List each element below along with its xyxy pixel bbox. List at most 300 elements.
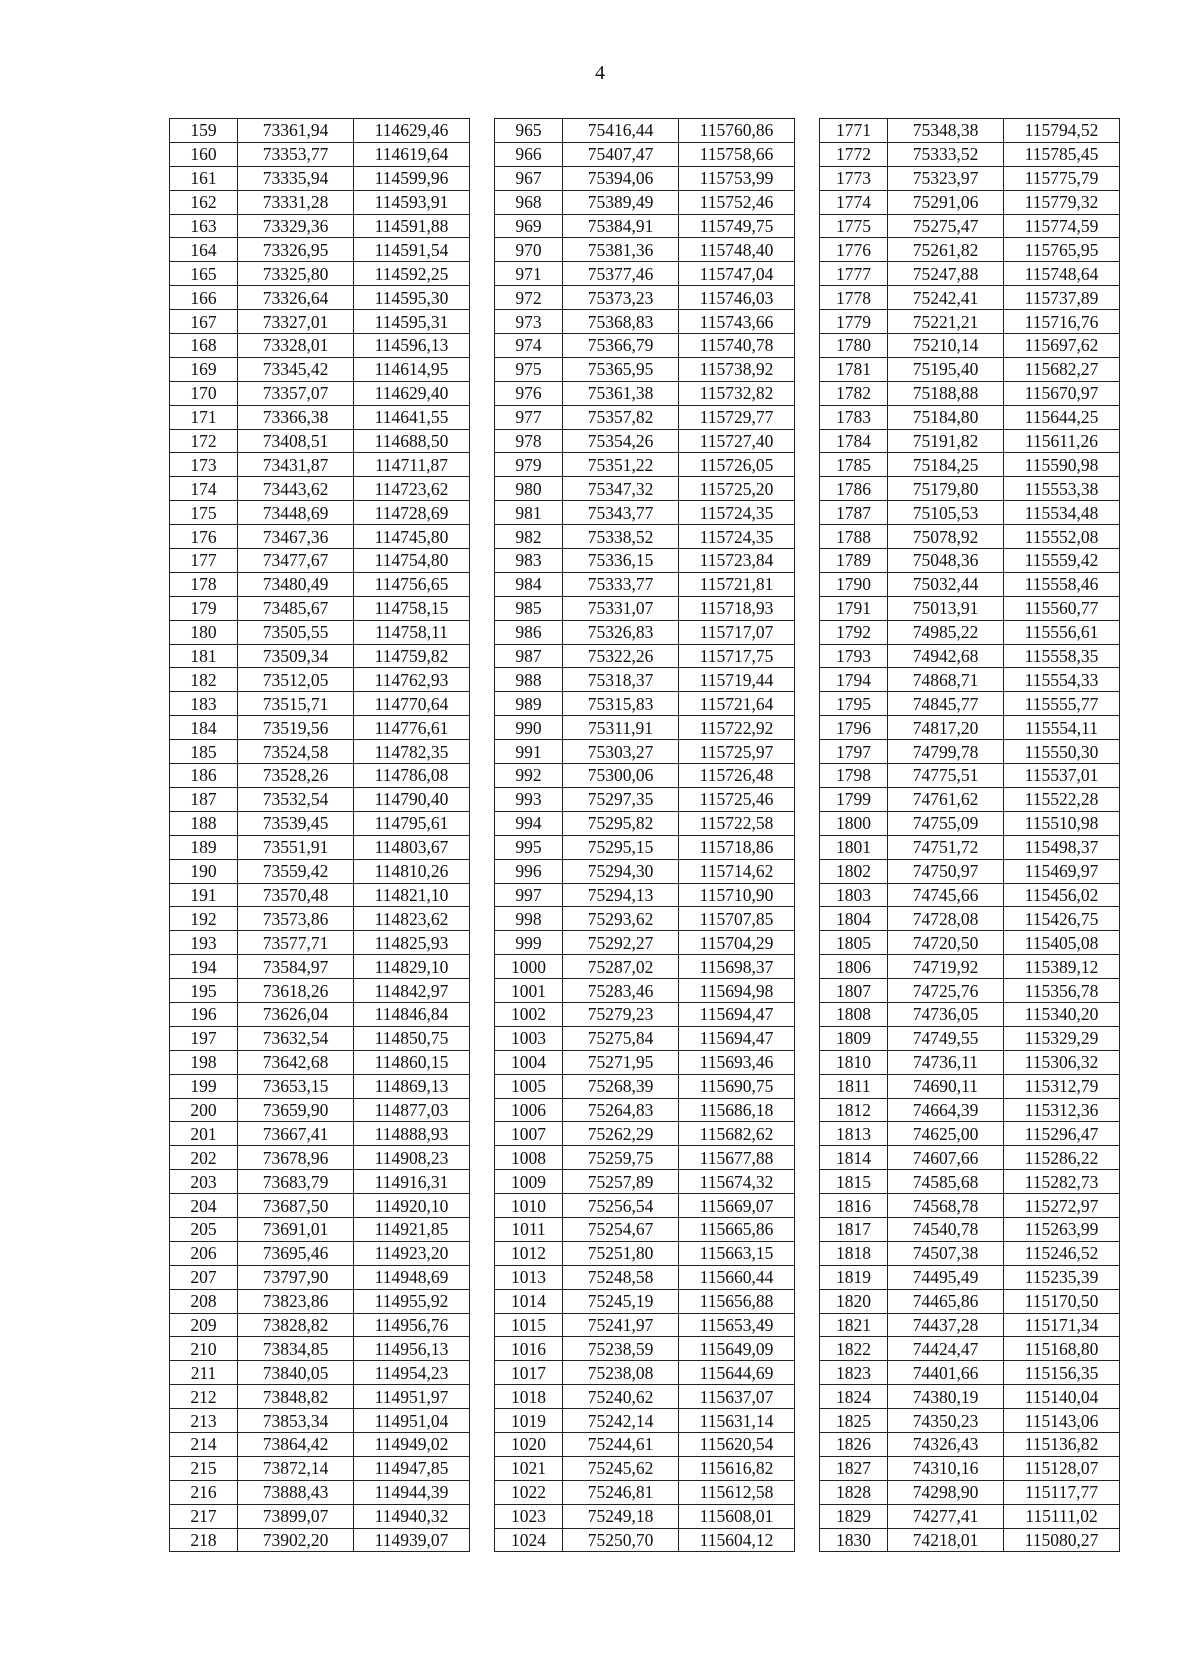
point-number-cell: 191 [170, 883, 238, 907]
column-group-separator [795, 334, 820, 358]
point-number-cell: 202 [170, 1146, 238, 1170]
y-coordinate-cell: 114790,40 [354, 787, 470, 811]
y-coordinate-cell: 114944,39 [354, 1480, 470, 1504]
point-number-cell: 1783 [820, 405, 888, 429]
table-row [170, 572, 1120, 596]
point-number-cell: 198 [170, 1050, 238, 1074]
x-coordinate-cell: 75323,97 [888, 166, 1004, 190]
x-coordinate-cell: 74719,92 [888, 955, 1004, 979]
point-number-cell: 969 [495, 214, 563, 238]
y-coordinate-cell: 114786,08 [354, 764, 470, 788]
x-coordinate-cell: 73327,01 [238, 310, 354, 334]
x-coordinate-cell: 75283,46 [563, 979, 679, 1003]
point-number-cell: 1830 [820, 1528, 888, 1552]
y-coordinate-cell: 115725,20 [679, 477, 795, 501]
column-group-separator [470, 835, 495, 859]
point-number-cell: 218 [170, 1528, 238, 1552]
y-coordinate-cell: 115558,46 [1004, 572, 1120, 596]
y-coordinate-cell: 115498,37 [1004, 835, 1120, 859]
point-number-cell: 196 [170, 1002, 238, 1026]
column-group-separator [795, 1456, 820, 1480]
column-group-separator [470, 334, 495, 358]
point-number-cell: 210 [170, 1337, 238, 1361]
point-number-cell: 164 [170, 238, 238, 262]
y-coordinate-cell: 114745,80 [354, 525, 470, 549]
point-number-cell: 200 [170, 1098, 238, 1122]
x-coordinate-cell: 75311,91 [563, 716, 679, 740]
column-group-separator [795, 740, 820, 764]
point-number-cell: 998 [495, 907, 563, 931]
x-coordinate-cell: 73353,77 [238, 142, 354, 166]
point-number-cell: 974 [495, 334, 563, 358]
table-row [170, 1337, 1120, 1361]
point-number-cell: 1819 [820, 1265, 888, 1289]
point-number-cell: 211 [170, 1361, 238, 1385]
point-number-cell: 172 [170, 429, 238, 453]
table-row [170, 334, 1120, 358]
x-coordinate-cell: 75250,70 [563, 1528, 679, 1552]
point-number-cell: 1800 [820, 811, 888, 835]
table-row [170, 1098, 1120, 1122]
y-coordinate-cell: 115722,92 [679, 716, 795, 740]
column-group-separator [795, 1122, 820, 1146]
point-number-cell: 1827 [820, 1456, 888, 1480]
table-row [170, 501, 1120, 525]
y-coordinate-cell: 114921,85 [354, 1217, 470, 1241]
x-coordinate-cell: 73335,94 [238, 166, 354, 190]
x-coordinate-cell: 75354,26 [563, 429, 679, 453]
column-group-separator [795, 477, 820, 501]
point-number-cell: 1777 [820, 262, 888, 286]
x-coordinate-cell: 75287,02 [563, 955, 679, 979]
point-number-cell: 1811 [820, 1074, 888, 1098]
point-number-cell: 1824 [820, 1385, 888, 1409]
x-coordinate-cell: 74845,77 [888, 692, 1004, 716]
point-number-cell: 1823 [820, 1361, 888, 1385]
y-coordinate-cell: 114803,67 [354, 835, 470, 859]
x-coordinate-cell: 74775,51 [888, 764, 1004, 788]
x-coordinate-cell: 73853,34 [238, 1409, 354, 1433]
point-number-cell: 161 [170, 166, 238, 190]
point-number-cell: 1805 [820, 931, 888, 955]
x-coordinate-cell: 74725,76 [888, 979, 1004, 1003]
point-number-cell: 1775 [820, 214, 888, 238]
point-number-cell: 189 [170, 835, 238, 859]
x-coordinate-cell: 74540,78 [888, 1217, 1004, 1241]
y-coordinate-cell: 114916,31 [354, 1170, 470, 1194]
column-group-separator [470, 525, 495, 549]
x-coordinate-cell: 74218,01 [888, 1528, 1004, 1552]
y-coordinate-cell: 115753,99 [679, 166, 795, 190]
column-group-separator [470, 238, 495, 262]
x-coordinate-cell: 73823,86 [238, 1289, 354, 1313]
point-number-cell: 1789 [820, 549, 888, 573]
y-coordinate-cell: 114591,88 [354, 214, 470, 238]
x-coordinate-cell: 74401,66 [888, 1361, 1004, 1385]
y-coordinate-cell: 114758,11 [354, 620, 470, 644]
point-number-cell: 1826 [820, 1432, 888, 1456]
y-coordinate-cell: 115140,04 [1004, 1385, 1120, 1409]
y-coordinate-cell: 115560,77 [1004, 596, 1120, 620]
point-number-cell: 979 [495, 453, 563, 477]
point-number-cell: 186 [170, 764, 238, 788]
y-coordinate-cell: 114888,93 [354, 1122, 470, 1146]
column-group-separator [470, 1456, 495, 1480]
point-number-cell: 997 [495, 883, 563, 907]
x-coordinate-cell: 75241,97 [563, 1313, 679, 1337]
y-coordinate-cell: 115550,30 [1004, 740, 1120, 764]
y-coordinate-cell: 115405,08 [1004, 931, 1120, 955]
x-coordinate-cell: 75240,62 [563, 1385, 679, 1409]
y-coordinate-cell: 115682,62 [679, 1122, 795, 1146]
x-coordinate-cell: 73834,85 [238, 1337, 354, 1361]
point-number-cell: 1788 [820, 525, 888, 549]
y-coordinate-cell: 115694,47 [679, 1026, 795, 1050]
y-coordinate-cell: 115660,44 [679, 1265, 795, 1289]
y-coordinate-cell: 115722,58 [679, 811, 795, 835]
x-coordinate-cell: 74298,90 [888, 1480, 1004, 1504]
column-group-separator [795, 190, 820, 214]
table-row [170, 238, 1120, 262]
point-number-cell: 1794 [820, 668, 888, 692]
table-row [170, 1313, 1120, 1337]
column-group-separator [795, 1528, 820, 1552]
column-group-separator [795, 1241, 820, 1265]
y-coordinate-cell: 115171,34 [1004, 1313, 1120, 1337]
column-group-separator [795, 453, 820, 477]
y-coordinate-cell: 115758,66 [679, 142, 795, 166]
column-group-separator [795, 238, 820, 262]
point-number-cell: 1803 [820, 883, 888, 907]
y-coordinate-cell: 115168,80 [1004, 1337, 1120, 1361]
x-coordinate-cell: 74868,71 [888, 668, 1004, 692]
point-number-cell: 1007 [495, 1122, 563, 1146]
x-coordinate-cell: 74749,55 [888, 1026, 1004, 1050]
x-coordinate-cell: 75338,52 [563, 525, 679, 549]
column-group-separator [470, 1026, 495, 1050]
x-coordinate-cell: 73584,97 [238, 955, 354, 979]
table-row [170, 357, 1120, 381]
point-number-cell: 988 [495, 668, 563, 692]
y-coordinate-cell: 114754,80 [354, 549, 470, 573]
column-group-separator [795, 572, 820, 596]
y-coordinate-cell: 115738,92 [679, 357, 795, 381]
y-coordinate-cell: 115717,75 [679, 644, 795, 668]
point-number-cell: 201 [170, 1122, 238, 1146]
column-group-separator [470, 429, 495, 453]
point-number-cell: 1016 [495, 1337, 563, 1361]
x-coordinate-cell: 73902,20 [238, 1528, 354, 1552]
y-coordinate-cell: 114723,62 [354, 477, 470, 501]
table-row [170, 310, 1120, 334]
x-coordinate-cell: 73325,80 [238, 262, 354, 286]
table-row [170, 835, 1120, 859]
y-coordinate-cell: 114948,69 [354, 1265, 470, 1289]
column-group-separator [470, 572, 495, 596]
point-number-cell: 1809 [820, 1026, 888, 1050]
y-coordinate-cell: 115740,78 [679, 334, 795, 358]
y-coordinate-cell: 115611,26 [1004, 429, 1120, 453]
point-number-cell: 1780 [820, 334, 888, 358]
point-number-cell: 1785 [820, 453, 888, 477]
point-number-cell: 1797 [820, 740, 888, 764]
table-row [170, 955, 1120, 979]
y-coordinate-cell: 115555,77 [1004, 692, 1120, 716]
point-number-cell: 1784 [820, 429, 888, 453]
point-number-cell: 994 [495, 811, 563, 835]
column-group-separator [795, 1289, 820, 1313]
y-coordinate-cell: 115653,49 [679, 1313, 795, 1337]
point-number-cell: 1786 [820, 477, 888, 501]
column-group-separator [470, 286, 495, 310]
table-row [170, 1146, 1120, 1170]
y-coordinate-cell: 115356,78 [1004, 979, 1120, 1003]
x-coordinate-cell: 75221,21 [888, 310, 1004, 334]
point-number-cell: 982 [495, 525, 563, 549]
point-number-cell: 1791 [820, 596, 888, 620]
x-coordinate-cell: 73797,90 [238, 1265, 354, 1289]
column-group-separator [795, 214, 820, 238]
column-group-separator [470, 692, 495, 716]
point-number-cell: 212 [170, 1385, 238, 1409]
y-coordinate-cell: 115729,77 [679, 405, 795, 429]
column-group-separator [795, 1002, 820, 1026]
point-number-cell: 1019 [495, 1409, 563, 1433]
column-group-separator [795, 931, 820, 955]
x-coordinate-cell: 75242,41 [888, 286, 1004, 310]
point-number-cell: 1015 [495, 1313, 563, 1337]
x-coordinate-cell: 74817,20 [888, 716, 1004, 740]
column-group-separator [795, 1170, 820, 1194]
point-number-cell: 1779 [820, 310, 888, 334]
x-coordinate-cell: 73667,41 [238, 1122, 354, 1146]
table-row [170, 453, 1120, 477]
table-row [170, 190, 1120, 214]
point-number-cell: 1812 [820, 1098, 888, 1122]
column-group-separator [470, 1122, 495, 1146]
y-coordinate-cell: 115717,07 [679, 620, 795, 644]
x-coordinate-cell: 75326,83 [563, 620, 679, 644]
table-row [170, 142, 1120, 166]
column-group-separator [795, 1217, 820, 1241]
y-coordinate-cell: 114842,97 [354, 979, 470, 1003]
y-coordinate-cell: 115296,47 [1004, 1122, 1120, 1146]
point-number-cell: 1011 [495, 1217, 563, 1241]
y-coordinate-cell: 114592,25 [354, 262, 470, 286]
y-coordinate-cell: 114923,20 [354, 1241, 470, 1265]
point-number-cell: 214 [170, 1432, 238, 1456]
x-coordinate-cell: 75249,18 [563, 1504, 679, 1528]
column-group-separator [470, 859, 495, 883]
x-coordinate-cell: 73632,54 [238, 1026, 354, 1050]
point-number-cell: 989 [495, 692, 563, 716]
column-group-separator [795, 310, 820, 334]
table-row [170, 477, 1120, 501]
point-number-cell: 182 [170, 668, 238, 692]
table-row [170, 1385, 1120, 1409]
point-number-cell: 1009 [495, 1170, 563, 1194]
column-group-separator [795, 1050, 820, 1074]
x-coordinate-cell: 74277,41 [888, 1504, 1004, 1528]
y-coordinate-cell: 115737,89 [1004, 286, 1120, 310]
x-coordinate-cell: 73480,49 [238, 572, 354, 596]
y-coordinate-cell: 114949,02 [354, 1432, 470, 1456]
x-coordinate-cell: 75246,81 [563, 1480, 679, 1504]
point-number-cell: 162 [170, 190, 238, 214]
point-number-cell: 987 [495, 644, 563, 668]
point-number-cell: 1821 [820, 1313, 888, 1337]
table-row [170, 1241, 1120, 1265]
y-coordinate-cell: 115719,44 [679, 668, 795, 692]
column-group-separator [795, 620, 820, 644]
y-coordinate-cell: 115604,12 [679, 1528, 795, 1552]
column-group-separator [795, 692, 820, 716]
point-number-cell: 1815 [820, 1170, 888, 1194]
point-number-cell: 990 [495, 716, 563, 740]
point-number-cell: 976 [495, 381, 563, 405]
y-coordinate-cell: 115690,75 [679, 1074, 795, 1098]
y-coordinate-cell: 115723,84 [679, 549, 795, 573]
x-coordinate-cell: 74465,86 [888, 1289, 1004, 1313]
x-coordinate-cell: 75210,14 [888, 334, 1004, 358]
table-row [170, 668, 1120, 692]
table-row [170, 549, 1120, 573]
x-coordinate-cell: 75238,59 [563, 1337, 679, 1361]
y-coordinate-cell: 114823,62 [354, 907, 470, 931]
x-coordinate-cell: 74985,22 [888, 620, 1004, 644]
y-coordinate-cell: 114756,65 [354, 572, 470, 596]
x-coordinate-cell: 75347,32 [563, 477, 679, 501]
x-coordinate-cell: 73539,45 [238, 811, 354, 835]
column-group-separator [795, 429, 820, 453]
table-row [170, 166, 1120, 190]
y-coordinate-cell: 114595,31 [354, 310, 470, 334]
column-group-separator [470, 1170, 495, 1194]
coordinates-table-body [170, 119, 1120, 1552]
x-coordinate-cell: 73519,56 [238, 716, 354, 740]
point-number-cell: 1022 [495, 1480, 563, 1504]
column-group-separator [795, 166, 820, 190]
column-group-separator [795, 405, 820, 429]
y-coordinate-cell: 115117,77 [1004, 1480, 1120, 1504]
table-row [170, 405, 1120, 429]
column-group-separator [470, 1146, 495, 1170]
table-row [170, 811, 1120, 835]
y-coordinate-cell: 114825,93 [354, 931, 470, 955]
point-number-cell: 1018 [495, 1385, 563, 1409]
x-coordinate-cell: 73864,42 [238, 1432, 354, 1456]
column-group-separator [470, 1337, 495, 1361]
point-number-cell: 1816 [820, 1194, 888, 1218]
x-coordinate-cell: 73573,86 [238, 907, 354, 931]
y-coordinate-cell: 115263,99 [1004, 1217, 1120, 1241]
table-row [170, 1050, 1120, 1074]
table-row [170, 883, 1120, 907]
point-number-cell: 217 [170, 1504, 238, 1528]
y-coordinate-cell: 115537,01 [1004, 764, 1120, 788]
column-group-separator [470, 907, 495, 931]
x-coordinate-cell: 75295,15 [563, 835, 679, 859]
point-number-cell: 1829 [820, 1504, 888, 1528]
y-coordinate-cell: 114629,40 [354, 381, 470, 405]
y-coordinate-cell: 115329,29 [1004, 1026, 1120, 1050]
x-coordinate-cell: 74745,66 [888, 883, 1004, 907]
point-number-cell: 986 [495, 620, 563, 644]
x-coordinate-cell: 74942,68 [888, 644, 1004, 668]
y-coordinate-cell: 114951,04 [354, 1409, 470, 1433]
x-coordinate-cell: 75348,38 [888, 119, 1004, 143]
y-coordinate-cell: 115707,85 [679, 907, 795, 931]
x-coordinate-cell: 75268,39 [563, 1074, 679, 1098]
y-coordinate-cell: 114955,92 [354, 1289, 470, 1313]
y-coordinate-cell: 114954,23 [354, 1361, 470, 1385]
x-coordinate-cell: 75343,77 [563, 501, 679, 525]
x-coordinate-cell: 74607,66 [888, 1146, 1004, 1170]
y-coordinate-cell: 115697,62 [1004, 334, 1120, 358]
point-number-cell: 968 [495, 190, 563, 214]
point-number-cell: 1808 [820, 1002, 888, 1026]
x-coordinate-cell: 74350,23 [888, 1409, 1004, 1433]
column-group-separator [470, 142, 495, 166]
column-group-separator [470, 477, 495, 501]
point-number-cell: 1024 [495, 1528, 563, 1552]
column-group-separator [470, 262, 495, 286]
y-coordinate-cell: 115693,46 [679, 1050, 795, 1074]
column-group-separator [470, 1050, 495, 1074]
y-coordinate-cell: 115312,79 [1004, 1074, 1120, 1098]
table-row [170, 644, 1120, 668]
table-row [170, 1289, 1120, 1313]
y-coordinate-cell: 115774,59 [1004, 214, 1120, 238]
x-coordinate-cell: 73524,58 [238, 740, 354, 764]
x-coordinate-cell: 74437,28 [888, 1313, 1004, 1337]
column-group-separator [795, 979, 820, 1003]
x-coordinate-cell: 75264,83 [563, 1098, 679, 1122]
x-coordinate-cell: 75048,36 [888, 549, 1004, 573]
y-coordinate-cell: 114629,46 [354, 119, 470, 143]
x-coordinate-cell: 75279,23 [563, 1002, 679, 1026]
point-number-cell: 1792 [820, 620, 888, 644]
x-coordinate-cell: 75294,13 [563, 883, 679, 907]
table-row [170, 764, 1120, 788]
x-coordinate-cell: 75291,06 [888, 190, 1004, 214]
column-group-separator [795, 1146, 820, 1170]
column-group-separator [795, 1409, 820, 1433]
point-number-cell: 1020 [495, 1432, 563, 1456]
x-coordinate-cell: 75394,06 [563, 166, 679, 190]
column-group-separator [795, 787, 820, 811]
point-number-cell: 160 [170, 142, 238, 166]
x-coordinate-cell: 73570,48 [238, 883, 354, 907]
y-coordinate-cell: 114908,23 [354, 1146, 470, 1170]
x-coordinate-cell: 73443,62 [238, 477, 354, 501]
point-number-cell: 194 [170, 955, 238, 979]
y-coordinate-cell: 114795,61 [354, 811, 470, 835]
point-number-cell: 1793 [820, 644, 888, 668]
y-coordinate-cell: 114758,15 [354, 596, 470, 620]
y-coordinate-cell: 115306,32 [1004, 1050, 1120, 1074]
x-coordinate-cell: 74728,08 [888, 907, 1004, 931]
column-group-separator [470, 1504, 495, 1528]
x-coordinate-cell: 73618,26 [238, 979, 354, 1003]
x-coordinate-cell: 75245,62 [563, 1456, 679, 1480]
point-number-cell: 206 [170, 1241, 238, 1265]
y-coordinate-cell: 115553,38 [1004, 477, 1120, 501]
table-row [170, 286, 1120, 310]
point-number-cell: 970 [495, 238, 563, 262]
column-group-separator [470, 1217, 495, 1241]
x-coordinate-cell: 73505,55 [238, 620, 354, 644]
